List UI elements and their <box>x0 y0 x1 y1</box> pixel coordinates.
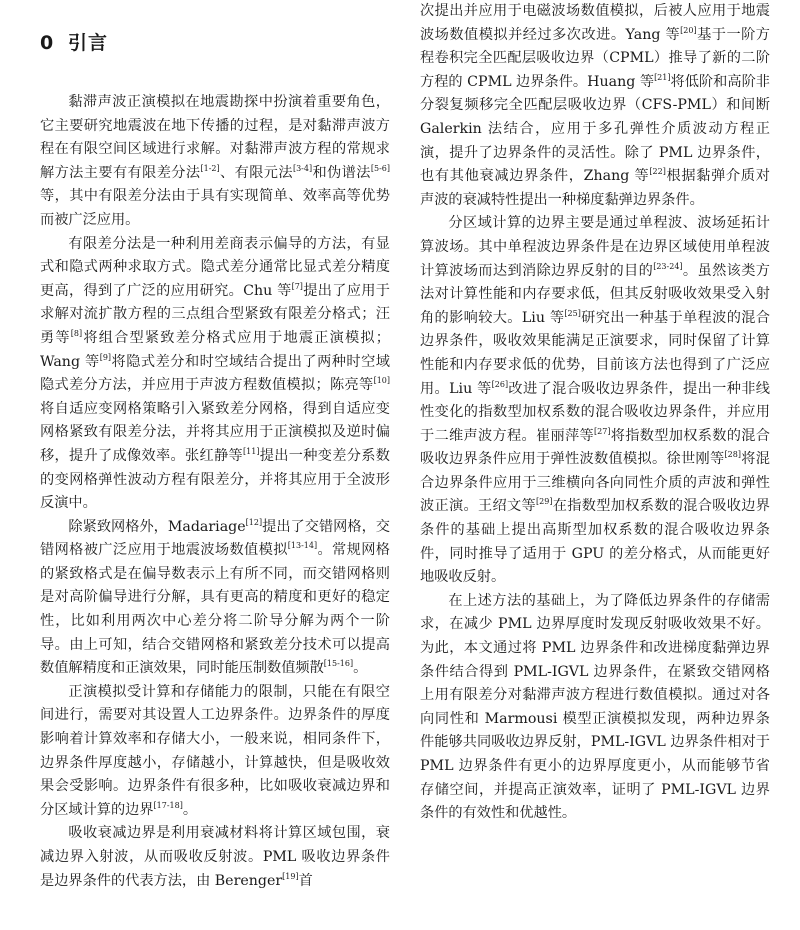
paragraph-text: 首 <box>298 872 313 889</box>
paragraph-text: 在上述方法的基础上，为了降低边界条件的存储需求，在减少 PML 边界厚度时发现反射吸收效果不好。为此，本文通过将 PML 边界条件和改进梯度黏弹边界条件结合得到 PML-IGVL 边界条件，在紧致交错网格上用有限差分对黏滞声波方程进行数值模拟。通过对各向同性和 Marmousi 模型正演模拟发现，两种边界条件能够共同吸收边界反射，PML-IGVL 边界条件相对于 PML 边界条件有更小的边界厚度更小，从而能够节省存储空间，并提高正演效率，证明了 PML-IGVL 边界条件的有效性和优越性。 <box>420 592 770 822</box>
section-heading <box>40 28 390 66</box>
citation-ref: [11] <box>243 446 260 456</box>
paragraph-text: 分区域计算的边界主要是通过单程波、波场延拓计算波场。其中单程波边界条件是在边界区域使用单程波计算波场而达到消除边界反射的目的 <box>420 215 770 279</box>
paragraph-text: 和伪谱法 <box>312 164 371 181</box>
section-number: 0 <box>40 32 55 54</box>
citation-ref: [23-24] <box>653 261 683 271</box>
paragraph-text: 。 <box>353 660 368 677</box>
paragraph-text: 除紧致网格外，Madariage <box>68 518 246 535</box>
paragraph-text: 将自适应变网格策略引入紧致差分网格，得到自适应变网格紧致有限差分法，并将其应用于正演模拟及逆时偏移，提升了成像效率。张红静等 <box>40 400 390 464</box>
citation-ref: [26] <box>491 379 509 389</box>
citation-ref: [19] <box>282 871 299 881</box>
paragraph <box>40 681 390 823</box>
paragraph-text: 。 <box>182 801 198 818</box>
citation-ref: [1-2] <box>200 163 220 173</box>
citation-ref: [5-6] <box>370 163 390 173</box>
paragraph <box>420 212 770 590</box>
paragraph-text: 提出一种变差分系数的变网格弹性波动方程有限差分，并将其应用于全波形反演中。 <box>40 447 390 512</box>
paragraph-text: 有限差分法是一种利用差商表示偏导的方法，有显式和隐式两种求取方式。隐式差分通常比显式差分精度更高，得到了广泛的应用研究。Chu 等 <box>40 235 390 299</box>
section-title: 引言 <box>68 32 109 54</box>
paragraph-text: 将指数型加权系数的混合吸收边界条件应用于弹性波数值模拟。徐世刚等 <box>420 427 770 468</box>
left-column-body <box>40 91 390 893</box>
citation-ref: [25] <box>564 308 581 318</box>
paragraph <box>40 91 390 233</box>
citation-ref: [3-4] <box>292 163 313 173</box>
paragraph-text: 根据黏弹介质对声波的衰减特性提出一种梯度黏弹边界条件。 <box>420 168 770 208</box>
paragraph-text: 黏滞声波正演模拟在地震勘探中扮演着重要角色，它主要研究地震波在地下传播的过程，是对黏滞声波方程在有限空间区域进行求解。对黏滞声波方程的常规求解方法主要有有限差分法 <box>40 94 390 181</box>
citation-ref: [22] <box>649 167 666 177</box>
citation-ref: [28] <box>724 450 741 460</box>
citation-ref: [10] <box>373 376 390 386</box>
paragraph <box>40 233 390 516</box>
citation-ref: [29] <box>536 497 553 507</box>
paragraph <box>40 822 390 893</box>
citation-ref: [12] <box>245 517 263 527</box>
heading-spacer <box>40 66 390 91</box>
paragraph-text: 将混合边界条件应用于三维横向各向同性介质的声波和弹性波正演。王绍文等 <box>420 451 770 515</box>
paragraph-text: 将隐式差分和时空域结合提出了两种时空域隐式差分方法，并应用于声波方程数值模拟；陈亮等 <box>40 353 390 394</box>
paragraph-text: 。常规网格的紧致格式是在偏导数表示上有所不同，而交错网格则是对高阶偏导进行分解，具有更高的精度和更好的稳定性，比如利用两次中心差分将二阶导分解为两个一阶导。由上可知，结合交错网格和紧致差分技术可以提高数值解精度和正演效果，同时能压制数值频散 <box>40 542 390 677</box>
paragraph-text: 等，其中有限差分法由于具有实现简单、效率高等优势而被广泛应用。 <box>40 188 390 228</box>
paragraph-text: 吸收衰减边界是利用衰减材料将计算区域包围，衰减边界入射波，从而吸收反射波。PML 吸收边界条件是边界条件的代表方法，由 Berenger <box>40 825 390 889</box>
left-column <box>40 0 390 893</box>
paragraph <box>420 590 770 826</box>
citation-ref: [13-14] <box>287 541 318 551</box>
paragraph-text: 在指数型加权系数的混合吸收边界条件的基础上提出高斯型加权系数的混合吸收边界条件，同时推导了适用于 GPU 的差分格式，从而能更好地吸收反射。 <box>420 498 770 586</box>
citation-ref: [9] <box>99 352 112 362</box>
citation-ref: [8] <box>70 328 83 338</box>
paragraph-text: 。虽然该类方法对计算性能和内存要求低，但其反射吸收效果受入射角的影响较大。Liu 等 <box>420 262 770 326</box>
citation-ref: [7] <box>291 281 303 291</box>
paragraph-text: 将低阶和高阶非分裂复频移完全匹配层吸收边界（CFS-PML）和间断 Galerkin 法结合，应用于多孔弹性介质波动方程正演，提升了边界条件的灵活性。除了 PML 边界条件，也有其他衰减边界条件，Zhang 等 <box>420 73 770 185</box>
right-column-body <box>420 0 770 826</box>
paragraph-text: 提出了交错网格，交错网格被广泛应用于地震波场数值模拟 <box>40 518 390 559</box>
paragraph-text: 次提出并应用于电磁波场数值模拟，后被人应用于地震波场数值模拟并经过多次改进。Yang 等 <box>420 3 770 43</box>
citation-ref: [21] <box>654 72 671 82</box>
citation-ref: [20] <box>680 25 697 35</box>
citation-ref: [27] <box>594 426 611 436</box>
paragraph-text: 将组合型紧致差分格式应用于地震正演模拟；Wang 等 <box>40 329 390 370</box>
paragraph-text: 基于一阶方程卷积完全匹配层吸收边界（CPML）推导了新的二阶方程的 CPML 边界条件。Huang 等 <box>420 26 770 90</box>
paragraph-text: 改进了混合吸收边界条件，提出一种非线性变化的指数型加权系数的混合吸收边界条件，并应用于二维声波方程。崔丽萍等 <box>420 380 770 444</box>
paragraph-text: 正演模拟受计算和存储能力的限制，只能在有限空间进行，需要对其设置人工边界条件。边界条件的厚度影响着计算效率和存储大小，一般来说，相同条件下，边界条件厚度越小，存储越小，计算越快，但是吸收效果会受影响。边界条件有很多种，比如吸收衰减边界和分区域计算的边界 <box>40 683 390 818</box>
paragraph-text: 研究出一种基于单程波的混合边界条件，吸收效果能满足正演要求，同时保留了计算性能和内存要求低的优势，目前该方法也得到了广泛应用。Liu 等 <box>420 309 770 397</box>
citation-ref: [17-18] <box>153 800 183 810</box>
citation-ref: [15-16] <box>323 659 354 669</box>
paragraph <box>40 516 390 681</box>
paragraph <box>420 0 770 212</box>
paragraph-text: 、有限元法 <box>219 164 293 181</box>
paragraph-text: 提出了应用于求解对流扩散方程的三点组合型紧致有限差分格式；汪勇等 <box>40 282 390 346</box>
